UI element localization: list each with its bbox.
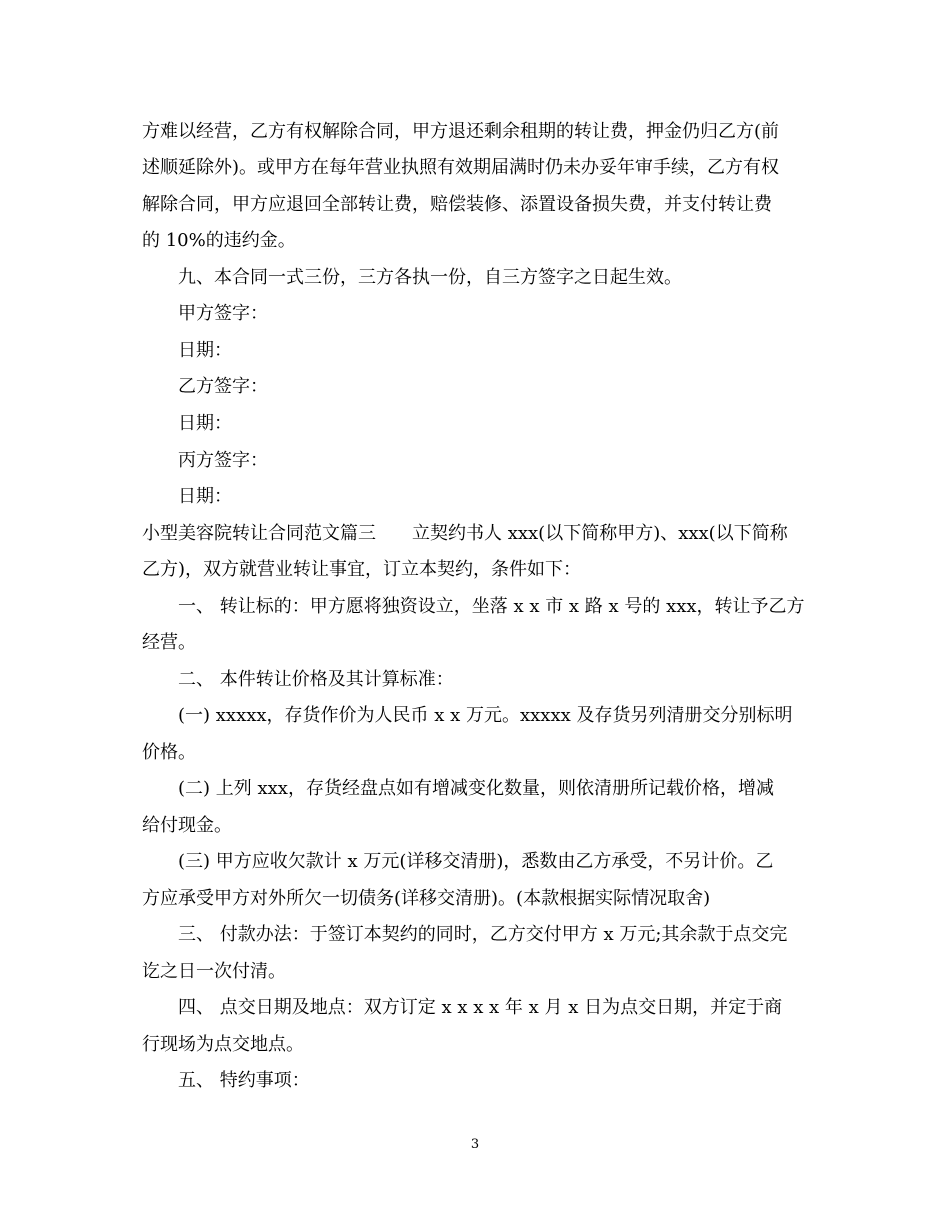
paragraph-line: 经营。 (142, 632, 196, 653)
subclause-two: (二) 上列 xxx，存货经盘点如有增减变化数量，则依清册所记载价格，增减 (178, 778, 774, 799)
subclause-one: (一) xxxxx，存货作价为人民币 x x 万元。xxxxx 及存货另列清册交分别标明 (178, 705, 793, 726)
paragraph-line: 行现场为点交地点。 (142, 1034, 304, 1055)
paragraph-line: 述顺延除外)。或甲方在每年营业执照有效期届满时仍未办妥年审手续，乙方有权 (142, 157, 780, 178)
clause-four: 四、 点交日期及地点：双方订定 x x x x 年 x 月 x 日为点交日期，并定于商 (178, 997, 783, 1018)
clause-five: 五、 特约事项： (178, 1070, 310, 1091)
paragraph-line: 方应承受甲方对外所欠一切债务(详移交清册)。(本款根据实际情况取舍) (142, 888, 711, 909)
date-party-b: 日期： (178, 413, 232, 434)
section-heading-line: 小型美容院转让合同范文篇三 立契约书人 xxx(以下简称甲方)、xxx(以下简称 (142, 523, 788, 544)
signature-party-b: 乙方签字： (178, 376, 268, 397)
page-number: 3 (470, 1137, 480, 1152)
date-party-a: 日期： (178, 340, 232, 361)
paragraph-line: 方难以经营，乙方有权解除合同，甲方退还剩余租期的转让费，押金仍归乙方(前 (142, 121, 780, 142)
date-party-c: 日期： (178, 486, 232, 507)
signature-party-c: 丙方签字： (178, 450, 268, 471)
clause-one: 一、 转让标的：甲方愿将独资设立，坐落 x x 市 x 路 x 号的 xxx，转让予乙方 (178, 596, 805, 617)
paragraph-line: 乙方)，双方就营业转让事宜，订立本契约，条件如下： (142, 559, 582, 580)
paragraph-line: 给付现金。 (142, 815, 232, 836)
paragraph-line: 讫之日一次付清。 (142, 961, 286, 982)
clause-three: 三、 付款办法：于签订本契约的同时，乙方交付甲方 x 万元;其余款于点交完 (178, 924, 788, 945)
paragraph-line: 解除合同，甲方应退回全部转让费，赔偿装修、添置设备损失费，并支付转让费 (142, 194, 772, 215)
clause-nine: 九、本合同一式三份，三方各执一份，自三方签字之日起生效。 (178, 267, 682, 288)
paragraph-line: 的 10%的违约金。 (142, 230, 296, 251)
signature-party-a: 甲方签字： (178, 303, 268, 324)
clause-two: 二、 本件转让价格及其计算标准： (178, 669, 454, 690)
subclause-three: (三) 甲方应收欠款计 x 万元(详移交清册)，悉数由乙方承受，不另计价。乙 (178, 851, 774, 872)
paragraph-line: 价格。 (142, 742, 196, 763)
